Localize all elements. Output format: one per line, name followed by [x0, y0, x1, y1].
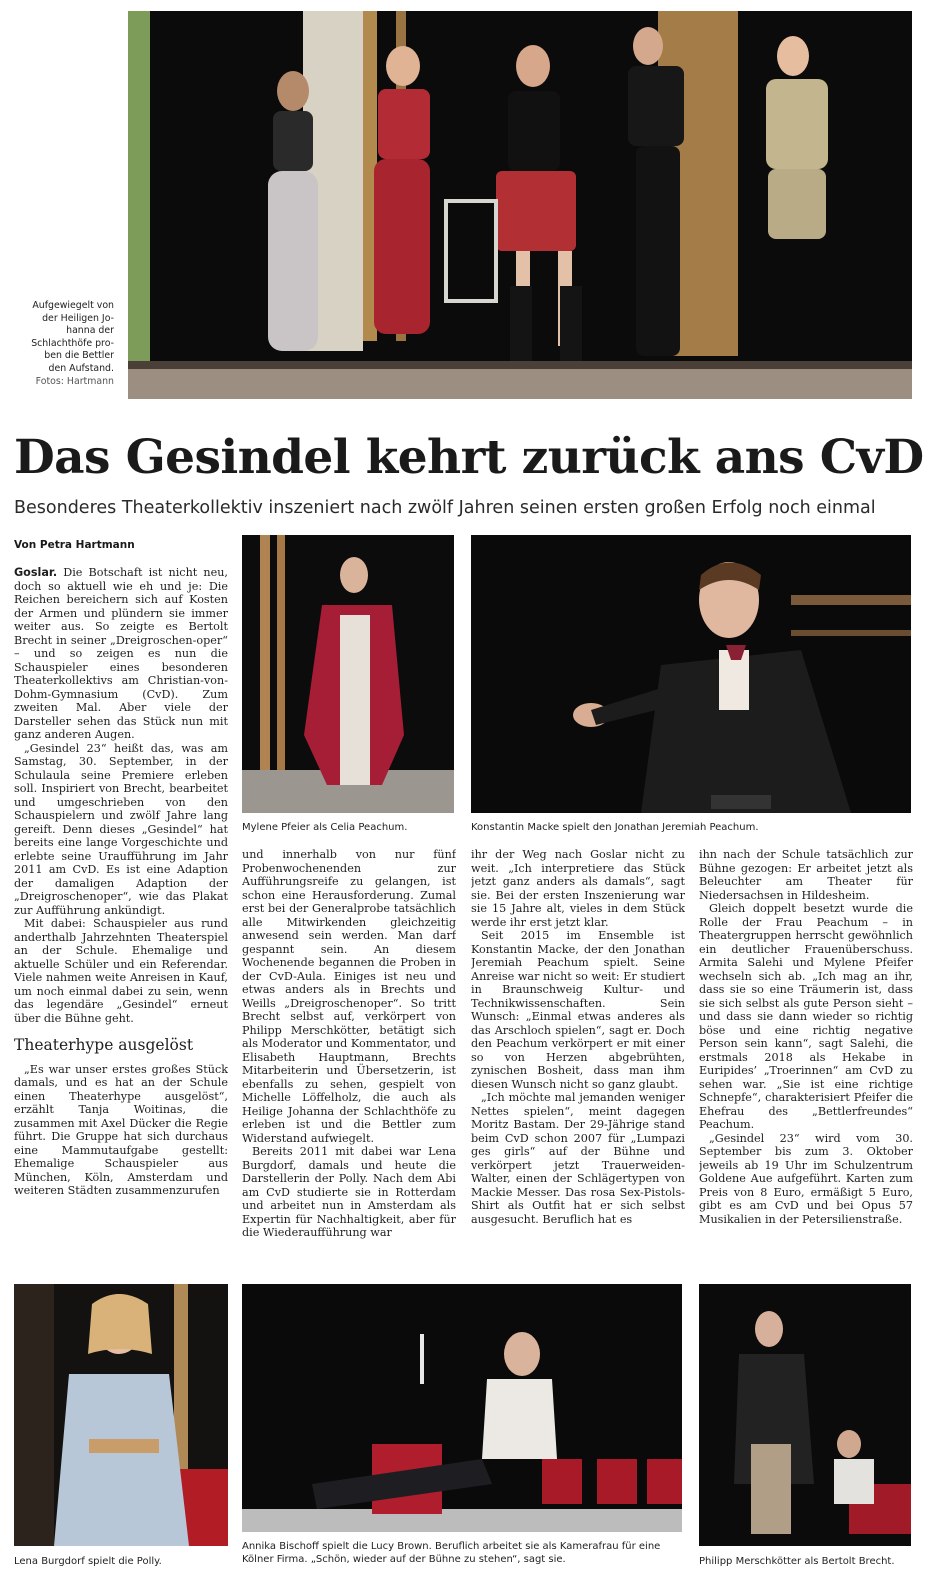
byline: Von Petra Hartmann: [14, 539, 135, 551]
photo-philipp-merschkoetter: [699, 1284, 911, 1546]
paragraph-text: Die Botschaft ist nicht neu, doch so aktuell wie eh und je: Die Reichen bereichern sich auf Kosten der Armen und plündern sie immer weiter aus. So zeigte es Bertolt Brecht in seiner „Dreigroschen-oper“ – und so zeigen es nun die Schauspieler eines besonderen Theaterkollektivs am Christian-von-Dohm-Gymnasium (CvD). Zum zweiten Mal. Aber viele der Darsteller sehen das Stück nun mit ganz anderen Augen.: [14, 566, 228, 741]
paragraph: Bereits 2011 mit dabei war Lena Burgdorf, damals und heute die Darstellerin der Polly. Nach dem Abi am CvD studierte sie in Rotterdam und arbeitet nun in Amsterdam als Expertin für Nachhaltigkeit, aber für die Wiederaufführung war: [242, 1145, 456, 1239]
article-column-1: [14, 566, 228, 1266]
article-column-2: [242, 848, 456, 1268]
paragraph: und innerhalb von nur fünf Probenwochenenden zur Aufführungsreife zu gelangen, ist schon eine Herausforderung. Zumal erst bei der Generalprobe tatsächlich alle Mitwirkenden gleichzeitig anwesend sein werden. Man darf gespannt sein. An diesem Wochenende begannen die Proben in der CvD-Aula. Einiges ist neu und etwas anders als in Brechts und Weills „Dreigroschenoper“. So tritt Brecht selbst auf, verkörpert von Philipp Merschkötter, betätigt sich als Moderator und Kommentator, und Elisabeth Hauptmann, Brechts Mitarbeiterin und Übersetzerin, ist ebenfalls zu sehen, gespielt von Michelle Löffelholz, die auch als Heilige Johanna der Schlachthöfe zu erleben ist und die Bettler zum Widerstand aufwiegelt.: [242, 848, 456, 1145]
top-photo-caption: [6, 300, 114, 388]
caption-line: den Aufstand.: [48, 362, 114, 374]
photo-konstantin-macke: [471, 535, 911, 813]
paragraph: „Ich möchte mal jemanden weniger Nettes spielen“, meint dagegen Moritz Bastam. Der 29-Jährige stand beim CvD schon 2007 für „Lumpazi ges girls“ auf der Bühne und verkörpert jetzt Trauerweiden-Walter, einen der Schlägertypen von Mackie Messer. Das rosa Sex-Pistols-Shirt als Outfit hat er sich selbst ausgesucht. Beruflich hat es: [471, 1091, 685, 1226]
paragraph: Seit 2015 im Ensemble ist Konstantin Macke, der den Jonathan Jeremiah Peachum spielt. Seine Anreise war nicht so weit: Er studiert in Braunschweig Kultur- und Technikwissenschaften. Sein Wunsch: „Einmal etwas anderes als das Arschloch spielen“, sagt er. Doch den Peachum verkörpert er mit einer so von Herzen abgebrühten, zynischen Bosheit, dass man ihm diesen Wunsch nicht so ganz glaubt.: [471, 929, 685, 1091]
caption-line: Schlachthöfe pro-: [31, 337, 114, 349]
caption-line: ben die Bettler: [44, 350, 114, 362]
paragraph: „Es war unser erstes großes Stück damals, und es hat an der Schule einen Theaterhype ausgelöst“, erzählt Tanja Woitinas, die zusammen mit Axel Dücker die Regie führt. Die Gruppe hat sich durchaus eine Mammutaufgabe gestellt: Ehemalige Schauspieler aus München, Köln, Amsterdam und weiteren Städten zusammenzurufen: [14, 1062, 228, 1197]
caption-line: Aufgewiegelt von: [32, 300, 114, 311]
paragraph: Mit dabei: Schauspieler aus rund anderthalb Jahrzehnten Theaterspiel an der Schule. Ehemalige und aktuelle Schüler und ein Referendar. Viele nahmen weite Anreisen in Kauf, um noch einmal dabei zu sein, wenn das legendäre „Gesindel“ erneut über die Bühne geht.: [14, 917, 228, 1025]
caption-philipp: Philipp Merschkötter als Bertolt Brecht.: [699, 1556, 895, 1567]
paragraph: „Gesindel 23“ heißt das, was am Samstag, 30. September, in der Schulaula seine Premiere erleben soll. Inspiriert von Brecht, bearbeitet und umgeschrieben von den Schauspielern und zwölf Jahre lang gereift. Denn dieses „Gesindel“ hat bereits eine lange Vorgeschichte und erlebte seine Uraufführung im Jahr 2011 am CvD. Es ist eine Adaption der damaligen Adaption der „Dreigroschenoper“, wie das Plakat zur Aufführung ankündigt.: [14, 741, 228, 917]
caption-line: Annika Bischoff spielt die Lucy Brown. Beruflich arbeitet sie als Kamerafrau für eine: [242, 1541, 661, 1552]
photo-rehearsal-beggars: [128, 11, 912, 399]
caption-annika: [242, 1540, 692, 1566]
caption-line: Kölner Firma. „Schön, wieder auf der Bühne zu stehen“, sagt sie.: [242, 1554, 566, 1565]
headline: Das Gesindel kehrt zurück ans CvD: [14, 430, 924, 485]
section-subhead: Theaterhype ausgelöst: [14, 1036, 194, 1054]
caption-konstantin: Konstantin Macke spielt den Jonathan Jeremiah Peachum.: [471, 822, 759, 833]
article-column-3: [471, 848, 685, 1268]
paragraph: ihr der Weg nach Goslar nicht zu weit. „Ich interpretiere das Stück jetzt ganz anders als damals“, sagt sie. Bei der ersten Inszenierung war sie 15 Jahre alt, vieles in dem Stück werde ihr erst jetzt klar.: [471, 848, 685, 929]
photo-mylene-pfeier: [242, 535, 454, 813]
caption-lena: Lena Burgdorf spielt die Polly.: [14, 1556, 162, 1567]
dateline: Goslar.: [14, 566, 58, 579]
photo-annika-bischoff: [242, 1284, 682, 1532]
paragraph: [14, 566, 228, 742]
caption-mylene: Mylene Pfeier als Celia Peachum.: [242, 822, 408, 833]
caption-line: der Heiligen Jo-: [42, 312, 114, 324]
paragraph: ihn nach der Schule tatsächlich zur Bühne gezogen: Er arbeitet jetzt als Beleuchter am Theater für Niedersachsen in Hildesheim.: [699, 848, 913, 902]
article-column-4: [699, 848, 913, 1268]
photo-credit: Fotos: Hartmann: [35, 375, 114, 387]
caption-line: hanna der: [66, 325, 114, 337]
subheadline: Besonderes Theaterkollektiv inszeniert nach zwölf Jahren seinen ersten großen Erfolg noch einmal: [14, 498, 876, 518]
paragraph: Gleich doppelt besetzt wurde die Rolle der Frau Peachum – in Theatergruppen herrscht gewöhnlich ein deutlicher Frauenüberschuss. Armita Salehi und Mylene Pfeifer wechseln sich ab. „Ich mag an ihr, dass sie so eine Träumerin ist, dass sie sich selbst als gute Person sieht – und dass sie dann wieder so richtig böse und eine richtig negative Person sein kann“, sagt Salehi, die erstmals 2018 als Hekabe in Euripides’ „Troerinnen“ am CvD zu sehen war. „Sie ist eine richtige Schnepfe“, charakterisiert Pfeifer die Ehefrau des „Bettlerfreundes“ Peachum.: [699, 902, 913, 1131]
paragraph: „Gesindel 23“ wird vom 30. September bis zum 3. Oktober jeweils ab 19 Uhr im Schulzentrum Goldene Aue aufgeführt. Karten zum Preis von 8 Euro, ermäßigt 5 Euro, gibt es am CvD und bei Opus 57 Musikalien in der Petersilienstraße.: [699, 1131, 913, 1226]
photo-lena-burgdorf: [14, 1284, 228, 1546]
